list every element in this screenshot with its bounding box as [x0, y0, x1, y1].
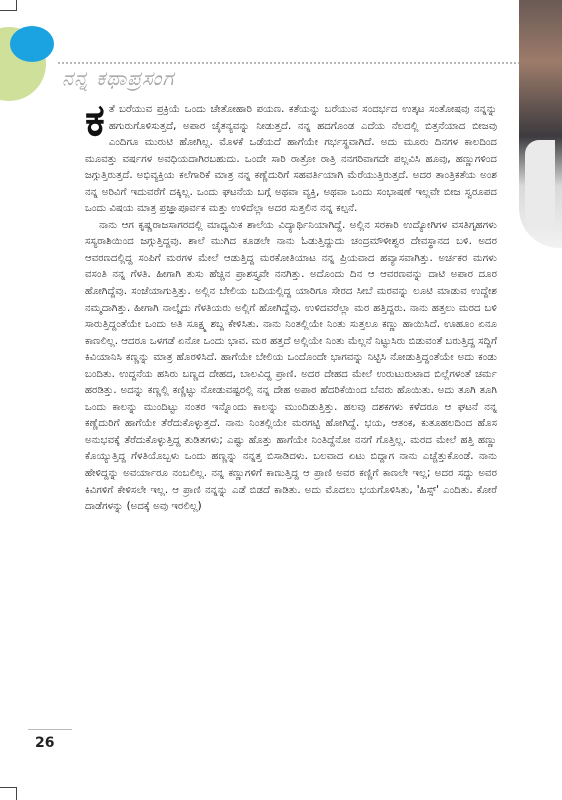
cropped-photo — [519, 0, 562, 248]
crop-mark-bottom-left-v — [16, 787, 17, 800]
paragraph-2: ನಾನು ಆಗ ಕೃಷ್ಣರಾಜಸಾಗರದಲ್ಲಿ ಮಾಧ್ಯಮಿಕ ಶಾಲೆಯ ವಿದ್ಯಾರ್ಥಿನಿಯಾಗಿದ್ದೆ. ಅಲ್ಲಿನ ಸರಕಾರಿ ಉದ್ಯೋಗಿಗಳ ವಸತಿಗೃಹಗಳು ಸಸ್ಯರಾಶಿಯಿಂದ ಜಗ್ಗುತ್ತಿದ್ದವು. ಶಾಲೆ ಮುಗಿದ ಕೂಡಲೇ ನಾನು ಓಡುತ್ತಿದ್ದುದು ಚಂದ್ರಮೌಳೀಶ್ವರ ದೇವಸ್ಥಾನದ ಬಳಿ. ಅದರ ಆವರಣದಲ್ಲಿದ್ದ ಸಂಪಿಗೆ ಮರಗಳ ಮೇಲೆ ಆಡುತ್ತಿದ್ದ ಮರಕೋತಿಯಾಟ ನನ್ನ ಪ್ರಿಯವಾದ ಹವ್ಯಾಸವಾಗಿತ್ತು. ಅರ್ಚಕರ ಮಗಳು ವಸಂತಿ ನನ್ನ ಗೆಳತಿ. ಹೀಗಾಗಿ ತುಸು ಹೆಚ್ಚಿನ ಪ್ರಾಶಸ್ತ್ಯವೇ ನನಗಿತ್ತು. ಅದೊಂದು ದಿನ ಆ ಆವರಣವನ್ನು ದಾಟಿ ಅಪಾರ ದೂರ ಹೋಗಿದ್ದೆವು. ಸಂಜೆಯಾಗುತ್ತಿತ್ತು. ಅಲ್ಲಿನ ಬೇಲಿಯ ಬದಿಯಲ್ಲಿದ್ದ ಯಾರಿಗೂ ಸೇರದ ಸೀಬೆ ಮರವನ್ನು ಲೂಟಿ ಮಾಡುವ ಉದ್ದೇಶ ನಮ್ಮದಾಗಿತ್ತು. ಹೀಗಾಗಿ ನಾಲ್ಕೈದು ಗೆಳತಿಯರು ಅಲ್ಲಿಗೆ ಹೋಗಿದ್ದೆವು. ಉಳಿದವರೆಲ್ಲಾ ಮರ ಹತ್ತಿದ್ದರು. ನಾನು ಹತ್ತಲು ಮರದ ಬಳಿ ಸಾರುತ್ತಿದ್ದಂತೆಯೇ ಒಂದು ಅತಿ ಸೂಕ್ಷ್ಮ ಶಬ್ದ ಕೇಳಿಸಿತು. ನಾನು ನಿಂತಲ್ಲಿಯೇ ನಿಂತು ಸುತ್ತಲೂ ಕಣ್ಣು ಹಾಯಿಸಿದೆ. ಊಹೂಂ ಏನೂ ಕಾಣಲಿಲ್ಲ. ಆದರೂ ಒಳಗಡೆ ಏನೋ ಒಂದು ಭಾವ. ಮರ ಹತ್ತದೆ ಅಲ್ಲಿಯೇ ನಿಂತು ಮೆಲ್ಲನೆ ನಿಟ್ಟುಸಿರು ಬಿಡುವಂತೆ ಬರುತ್ತಿದ್ದ ಸದ್ದಿಗೆ ಕಿವಿಯಾನಿಸಿ ಕಣ್ಣನ್ನು ಮಾತ್ರ ಹೊರಳಿಸಿದೆ. ಹಾಗೆಯೇ ಬೇಲಿಯ ಒಂದೊಂದೇ ಭಾಗವನ್ನು ನಿಟ್ಟಿಸಿ ನೋಡುತ್ತಿದ್ದಂತೆಯೇ ಅದು ಕಂಡು ಬಂದಿತು. ಉದ್ದನೆಯ ಹಸಿರು ಬಣ್ಣದ ದೇಹದ, ಬಾಲವಿದ್ದ ಪ್ರಾಣಿ. ಅದರ ದೇಹದ ಮೇಲೆ ಉರುಟುರುಟಾದ ಬಿಲ್ಲೆಗಳಂತೆ ಚರ್ಮ ಹರಡಿತ್ತು. ಅದನ್ನು ಕಣ್ಣಲ್ಲಿ ಕಣ್ಣಿಟ್ಟು ನೋಡುವಷ್ಟರಲ್ಲಿ ನನ್ನ ದೇಹ ಅಪಾರ ಹೆದರಿಕೆಯಿಂದ ಬೆವರು ಹೊಯಿತು. ಅದು ತೂಗಿ ತೂಗಿ ಒಂದು ಕಾಲನ್ನು ಮುಂದಿಟ್ಟು ನಂತರ ಇನ್ನೊಂದು ಕಾಲನ್ನು ಮುಂದಿಡುತ್ತಿತ್ತು. ಹಲವು ದಶಕಗಳು ಕಳೆದರೂ ಆ ಘಟನೆ ನನ್ನ ಕಣ್ಣೆದುರಿಗೆ ಹಾಗೆಯೇ ತೆರೆದುಕೊಳ್ಳುತ್ತದೆ. ನಾನು ನಿಂತಲ್ಲಿಯೇ ಮರಗಟ್ಟಿ ಹೋಗಿದ್ದೆ. ಭಯ, ಆತಂಕ, ಕುತೂಹಲದಿಂದ ಹೊಸ ಅನುಭವಕ್ಕೆ ತೆರೆದುಕೊಳ್ಳುತ್ತಿದ್ದ ತುಡಿತಗಳು; ಎಷ್ಟು ಹೊತ್ತು ಹಾಗೆಯೇ ನಿಂತಿದ್ದೆನೋ ನನಗೆ ಗೊತ್ತಿಲ್ಲ. ಮರದ ಮೇಲೆ ಹತ್ತಿ ಹಣ್ಣು ಕೊಯ್ಯುತ್ತಿದ್ದ ಗೆಳತಿಯೊಬ್ಬಳು ಒಂದು ಹಣ್ಣನ್ನು ನನ್ನತ್ತ ಬಿಸಾಡಿದಳು. ಬಲವಾದ ಏಟು ಬಿದ್ದಾಗ ನಾನು ಎಚ್ಚೆತ್ತುಕೊಂಡೆ. ನಾನು ಹೇಳಿದ್ದನ್ನು ಅವರ್ಯಾರೂ ನಂಬಲಿಲ್ಲ. ನನ್ನ ಕಣ್ಣುಗಳಿಗೆ ಕಾಣುತ್ತಿದ್ದ ಆ ಪ್ರಾಣಿ ಅವರ ಕಣ್ಣಿಗೆ ಕಾಣಲೇ ಇಲ್ಲ; ಅದರ ಸದ್ದು ಅವರ ಕಿವಿಗಳಿಗೆ ಕೇಳಿಸಲೇ ಇಲ್ಲ. ಆ ಪ್ರಾಣಿ ನನ್ನನ್ನು ಎಡೆ ಬಿಡದೆ ಕಾಡಿತು. ಅದು ಮೊದಲು ಭಯಗೊಳಿಸಿತು, 'ಹಿಸ್ಸ್' ಎಂದಿತು. ಕೋರೆ ದಾಡೆಗಳನ್ನು (ಅದಕ್ಕೆ ಅವು ಇರಲಿಲ್ಲ) — [85, 219, 497, 513]
header-dotted-rule — [58, 62, 520, 64]
crop-mark-bottom-left-h — [0, 787, 16, 788]
page-number-rule — [28, 729, 72, 730]
article-body — [85, 95, 497, 516]
section-title: ನನ್ನ ಕಥಾಪ್ರಸಂಗ — [62, 66, 175, 90]
paragraph-1-text: ತೆ ಬರೆಯುವ ಪ್ರಕ್ರಿಯೆ ಒಂದು ಚೇತೋಹಾರಿ ಪಯಣ. ಕತೆಯನ್ನು ಬರೆಯುವ ಸಂದರ್ಭದ ಉತ್ಕಟ ಸಂತೋಷವು ನನ್ನನ್ನು ಹಗುರುಗೊಳಿಸುತ್ತದೆ, ಅಪಾರ ಚೈತನ್ಯವನ್ನು ನೀಡುತ್ತದೆ. ನನ್ನ ಹದಗೊಂಡ ಎದೆಯ ನೆಲದಲ್ಲಿ ಬಿತ್ತನೆಯಾದ ಬೀಜವು ಎಂದಿಗೂ ಮುರುಟಿ ಹೋಗಿಲ್ಲ. ಮೊಳಕೆ ಒಡೆಯದೆ ಹಾಗೆಯೇ ಗರ್ಭಸ್ಥವಾಗಿದೆ. ಅದು ಮೂರು ದಿನಗಳ ಕಾಲದಿಂದ ಮೂವತ್ತು ವರ್ಷಗಳ ಅವಧಿಯದಾಗಿರಬಹುದು. ಒಂದೇ ಸಾರಿ ರಾತ್ರೋ ರಾತ್ರಿ ನನಗರಿವಾಗದೇ ಪಲ್ಲವಿಸಿ ಹೂವು, ಹಣ್ಣುಗಳಿಂದ ಜಗ್ಗುತ್ತಿರುತ್ತದೆ. ಅಭಿವ್ಯಕ್ತಿಯ ಕಲೆಗಾರಿಕೆ ಮಾತ್ರ ನನ್ನ ಕಣ್ಣೆದುರಿಗೆ ಸಹವರ್ತಿಯಾಗಿ ಮೆರೆಯುತ್ತಿರುತ್ತದೆ. ಅದರ ತಾಂತ್ರಿಕತೆಯ ಅಂಶ ನನ್ನ ಅರಿವಿಗೆ ಇದುವರೆಗೆ ದಕ್ಕಿಲ್ಲ. ಒಂದು ಘಟನೆಯ ಬಗ್ಗೆ ಅಥವಾ ವ್ಯಕ್ತಿ, ಅಥವಾ ಒಂದು ಸಂಭಾಷಣೆ ಇಲ್ಲವೇ ಬೀಜ ಸ್ವರೂಪದ ಒಂದು ವಿಷಯ ಮಾತ್ರ ಪ್ರಜ್ಞಾಪೂರ್ವಕ ಮತ್ತು ಉಳಿದೆಲ್ಲಾ ಅದರ ಸುತ್ತಲಿನ ನನ್ನ ಕಲ್ಪನೆ. — [85, 104, 497, 215]
paragraph-1 — [85, 95, 497, 218]
crop-mark-top-left-v — [16, 0, 17, 11]
drop-cap: ಕ — [85, 95, 105, 146]
decorative-blue-circle — [10, 26, 54, 62]
crop-mark-top-left-h — [0, 10, 16, 11]
page-number: 26 — [35, 735, 55, 751]
